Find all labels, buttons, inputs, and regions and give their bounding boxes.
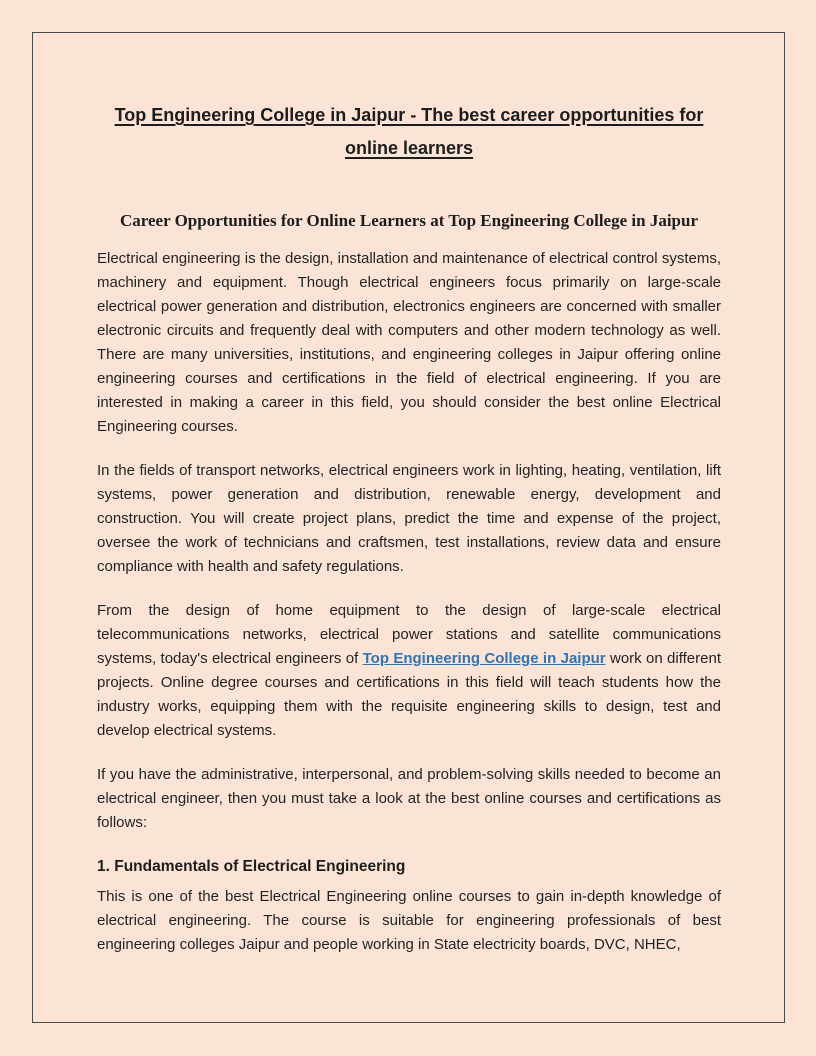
top-engineering-college-link[interactable]: Top Engineering College in Jaipur bbox=[362, 650, 606, 667]
paragraph-home-equipment bbox=[97, 599, 721, 743]
list-heading-fundamentals: 1. Fundamentals of Electrical Engineering bbox=[97, 858, 406, 875]
paragraph-course-description: This is one of the best Electrical Engineering online courses to gain in-depth knowledge of electrical engineering. The course is suitable for engineering professionals of best engineering colleges Jaipur and people working in State electricity boards, DVC, NHEC, bbox=[97, 888, 721, 953]
page-border bbox=[32, 32, 785, 1023]
paragraph-electrical-engineering-intro: Electrical engineering is the design, installation and maintenance of electrical control systems, machinery and equipment. Though electrical engineers focus primarily on large-scale electrical power generation and distribution, electronics engineers are concerned with smaller electronic circuits and frequently deal with computers and other modern technology as well. There are many universities, institutions, and engineering colleges in Jaipur offering online engineering courses and certifications in the field of electrical engineering. If you are interested in making a career in this field, you should consider the best online Electrical Engineering courses. bbox=[97, 250, 721, 435]
paragraph-3-after-link: work on different projects. Online degree courses and certifications in this field will teach students how the industry works, equipping them with the requisite engineering skills to design, test and develop electrical systems. bbox=[97, 650, 721, 739]
document-title-text: Top Engineering College in Jaipur - The best career opportunities for online learners bbox=[114, 105, 704, 158]
career-opportunities-heading: Career Opportunities for Online Learners at Top Engineering College in Jaipur bbox=[119, 211, 699, 230]
paragraph-transport-networks: In the fields of transport networks, electrical engineers work in lighting, heating, ventilation, lift systems, power generation and distribution, renewable energy, development and construction. You will create project plans, predict the time and expense of the project, oversee the work of technicians and craftsmen, test installations, review data and ensure compliance with health and safety regulations. bbox=[97, 462, 721, 575]
document-content bbox=[33, 33, 784, 1022]
document-title bbox=[97, 99, 721, 165]
paragraph-skills-needed: If you have the administrative, interpersonal, and problem-solving skills needed to become an electrical engineer, then you must take a look at the best online courses and certifications as follows: bbox=[97, 766, 721, 831]
paragraph-3-before-link: From the design of home equipment to the design of large-scale electrical telecommunications networks, electrical power stations and satellite communications systems, today's electrical engineers of bbox=[97, 602, 721, 667]
